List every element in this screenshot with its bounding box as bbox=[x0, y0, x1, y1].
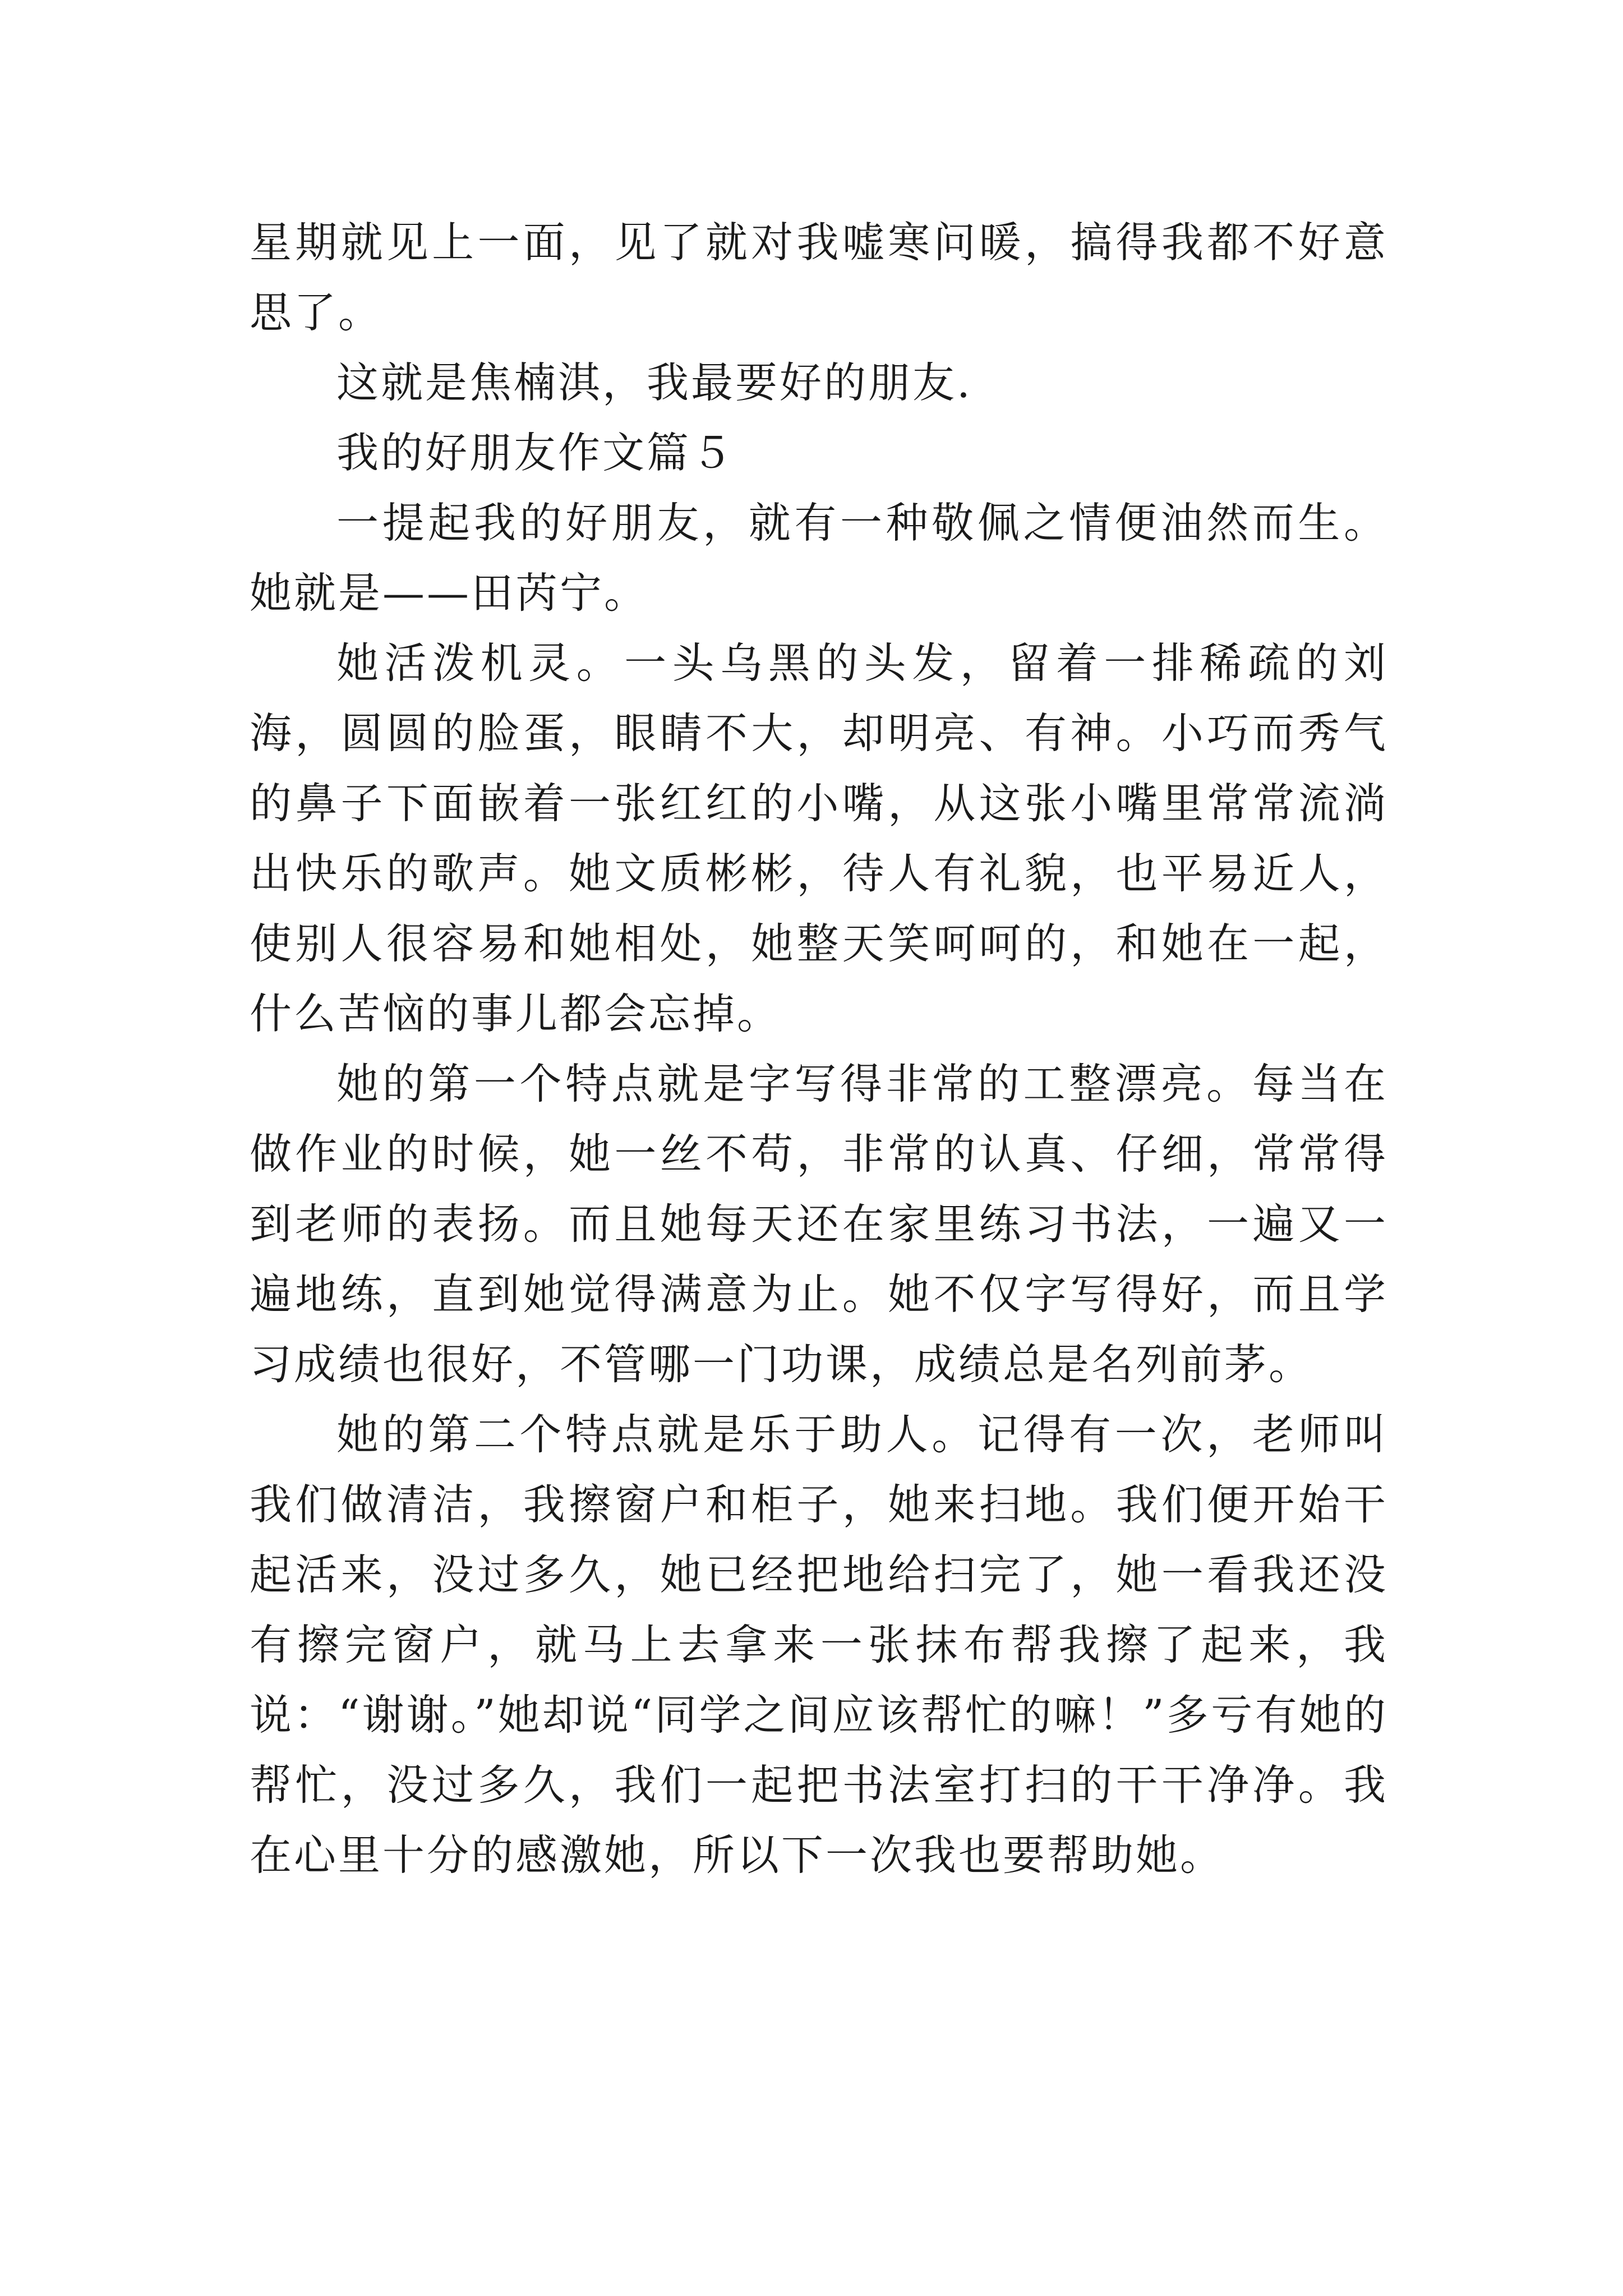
section-heading: 我的好朋友作文篇５ bbox=[336, 428, 736, 477]
paragraph-3: 一提起我的好朋友，就有一种敬佩之情便油然而生。她就是——田芮宁。 bbox=[250, 498, 1388, 618]
paragraph-6: 她的第二个特点就是乐于助人。记得有一次，老师叫我们做清洁，我擦窗户和柜子，她来扫地。我们便开始干起活来，没过多久，她已经把地给扫完了，她一看我还没有擦完窗户，就马上去拿来一张抹布帮我擦了起来，我说：“谢谢。”她却说“同学之间应该帮忙的嘛！”多亏有她的帮忙，没过多久，我们一起把书法室打扫的干干净净。我在心里十分的感激她，所以下一次我也要帮助她。 bbox=[250, 1410, 1388, 1880]
paragraph-1: 星期就见上一面，见了就对我嘘寒问暖，搞得我都不好意思了。 bbox=[250, 218, 1388, 337]
document-page bbox=[250, 208, 1388, 1890]
paragraph-2: 这就是焦楠淇，我最要好的朋友. bbox=[336, 358, 972, 407]
paragraph-5: 她的第一个特点就是字写得非常的工整漂亮。每当在做作业的时候，她一丝不苟，非常的认真、仔细，常常得到老师的表扬。而且她每天还在家里练习书法，一遍又一遍地练，直到她觉得满意为止。她不仅字写得好，而且学习成绩也很好，不管哪一门功课，成绩总是名列前茅。 bbox=[250, 1059, 1388, 1389]
paragraph-4: 她活泼机灵。一头乌黑的头发，留着一排稀疏的刘海，圆圆的脸蛋，眼睛不大，却明亮、有神。小巧而秀气的鼻子下面嵌着一张红红的小嘴，从这张小嘴里常常流淌出快乐的歌声。她文质彬彬，待人有礼貌，也平易近人，使别人很容易和她相处，她整天笑呵呵的，和她在一起，什么苦恼的事儿都会忘掉。 bbox=[250, 638, 1388, 1038]
